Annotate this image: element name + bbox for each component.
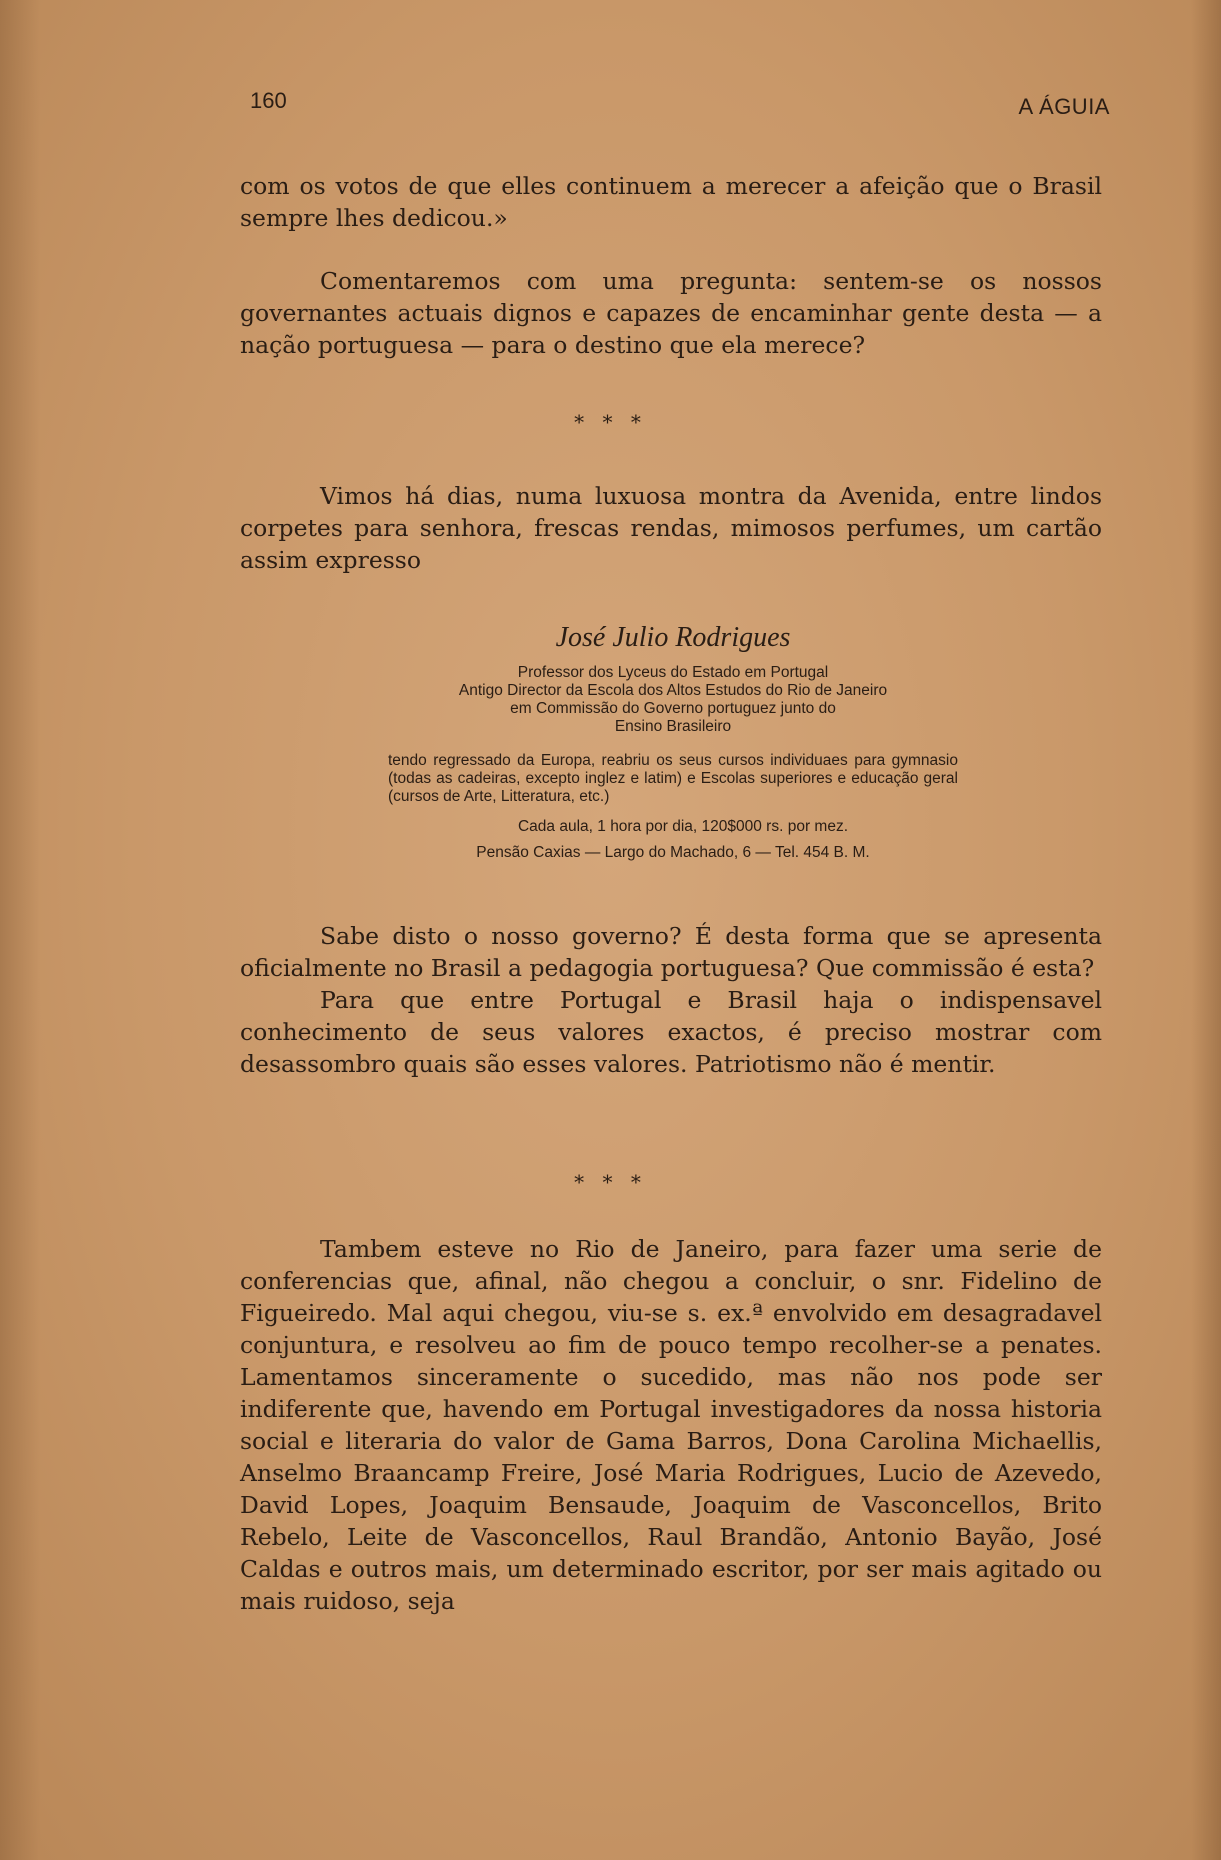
business-card-quote	[388, 620, 958, 862]
card-titles	[388, 664, 958, 736]
card-address: Pensão Caxias — Largo do Machado, 6 — Tel. 454 B. M.	[476, 844, 870, 861]
paragraph-closing-quote: com os votos de que elles continuem a merecer a afeição que o Brasil sempre lhes dedicou.»	[240, 172, 1102, 232]
card-line-2: Antigo Director da Escola dos Altos Estudos do Rio de Janeiro	[458, 682, 888, 699]
page-edge-shadow-left	[0, 0, 40, 1860]
paragraph-avenida: Vimos há dias, numa luxuosa montra da Avenida, entre lindos corpetes para senhora, frescas rendas, mimosos perfumes, um cartão assim expresso	[240, 482, 1102, 574]
paragraph-block-2	[240, 265, 1102, 361]
paragraph-block-4	[240, 920, 1102, 1080]
section-separator-1: * * *	[574, 410, 647, 434]
paragraph-block-5	[240, 1233, 1102, 1617]
card-line-4: Ensino Brasileiro	[614, 718, 732, 735]
paragraph-block-3	[240, 480, 1102, 576]
page-number: 160	[250, 88, 287, 113]
paragraph-question: Comentaremos com uma pregunta: sentem-se os nossos governantes actuais dignos e capazes de encaminhar gente desta — a nação portuguesa — para o destino que ela merece?	[240, 267, 1102, 359]
paragraph-governo: Sabe disto o nosso governo? É desta forma que se apresenta oficialmente no Brasil a pedagogia portuguesa? Que commissão é esta?	[240, 922, 1102, 982]
paragraph-block-1	[240, 170, 1102, 234]
section-separator-2: * * *	[574, 1170, 647, 1194]
paragraph-patriotismo: Para que entre Portugal e Brasil haja o indispensavel conhecimento de seus valores exactos, é preciso mostrar com desassombro quais são esses valores. Patriotismo não é mentir.	[240, 986, 1102, 1078]
card-price: Cada aula, 1 hora por dia, 120$000 rs. por mez.	[517, 818, 848, 835]
card-line-1: Professor dos Lyceus do Estado em Portugal	[517, 664, 829, 681]
card-line-3: em Commissão do Governo portuguez junto do	[510, 700, 836, 717]
page-edge-shadow-right	[1191, 0, 1221, 1860]
journal-title: A ÁGUIA	[1018, 94, 1110, 119]
paragraph-fidelino: Tambem esteve no Rio de Janeiro, para fazer uma serie de conferencias que, afinal, não chegou a concluir, o snr. Fidelino de Figueiredo. Mal aqui chegou, viu-se s. ex.ª envolvido em desagradavel conjuntura, e resolveu ao fim de pouco tempo recolher-se a penates. Lamentamos sinceramente o sucedido, mas não nos pode ser indiferente que, havendo em Portugal investigadores da nossa historia social e literaria do valor de Gama Barros, Dona Carolina Michaellis, Anselmo Braancamp Freire, José Maria Rodrigues, Lucio de Azevedo, David Lopes, Joaquim Bensaude, Joaquim de Vasconcellos, Brito Rebelo, Leite de Vasconcellos, Raul Brandão, Antonio Bayão, José Caldas e outros mais, um determinado escritor, por ser mais agitado ou mais ruidoso, seja	[240, 1235, 1102, 1615]
card-name: José Julio Rodrigues	[555, 622, 791, 653]
running-header	[250, 88, 1110, 118]
card-announcement: tendo regressado da Europa, reabriu os seus cursos individuaes para gymnasio (todas as cadeiras, excepto inglez e latim) e Escolas superiores e educação geral (cursos de Arte, Litteratura, etc.)	[388, 752, 958, 805]
